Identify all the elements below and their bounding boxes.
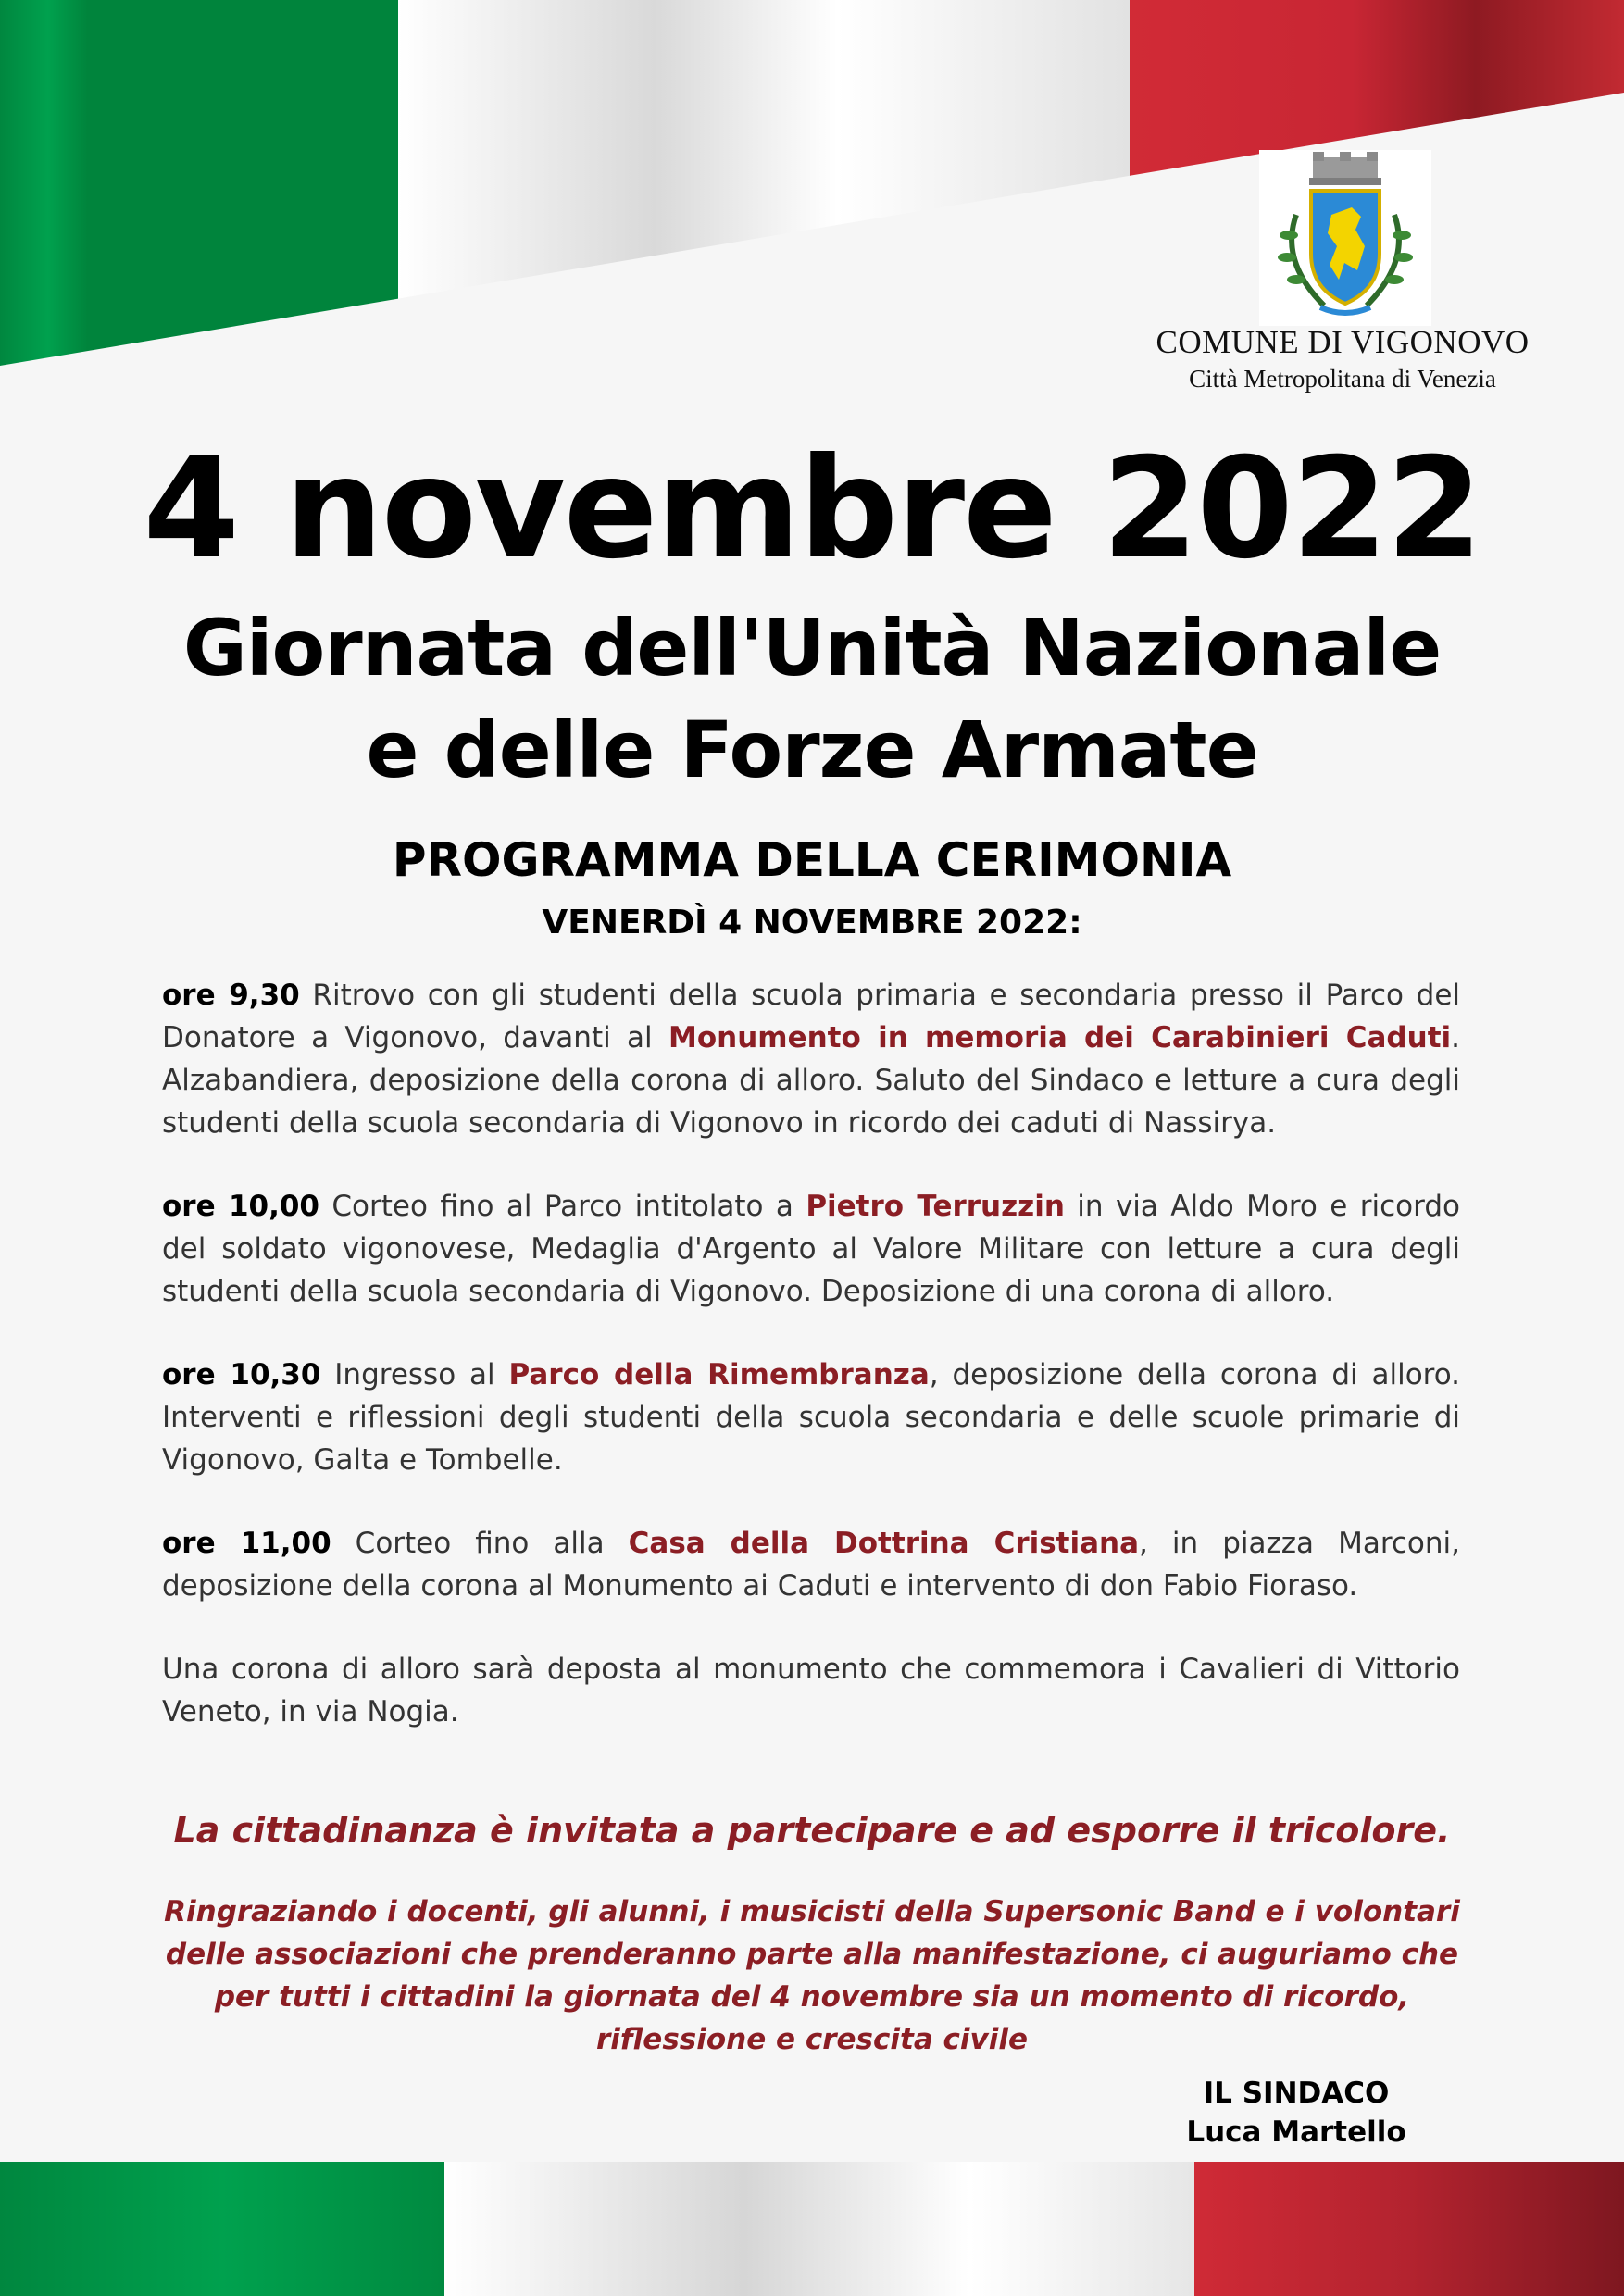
program-item-text: , deposizione della corona di alloro. Interventi e riflessioni degli studenti della scuola secondaria e delle scuole primarie di Vigonovo, Galta e Tombelle. [162, 1358, 1461, 1477]
program-item [162, 974, 1460, 1144]
coat-of-arms-icon [1259, 150, 1431, 326]
program-item [162, 1522, 1460, 1607]
program-item-highlight: Monumento in memoria dei Carabinieri Caduti [668, 1021, 1452, 1054]
program-item-text: Ingresso al [320, 1358, 509, 1391]
event-title-line-2: e delle Forze Armate [366, 705, 1258, 795]
program-item-time: ore 9,30 [162, 979, 300, 1012]
event-title-line-1: Giornata dell'Unità Nazionale [182, 603, 1442, 693]
italian-flag-banner-bottom [0, 2162, 1624, 2296]
thanks-text: Ringraziando i docenti, gli alunni, i musicisti della Supersonic Band e i volontari delle associazioni che prenderanno parte alla manifestazione, ci auguriamo che per tutti i cittadini la giornata del 4 novembre sia un momento di ricordo, riflessione e crescita civile [164, 1895, 1460, 2056]
comune-subtitle: Città Metropolitana di Venezia [1189, 365, 1496, 393]
program-item-highlight: Casa della Dottrina Cristiana [628, 1527, 1140, 1560]
event-date-title: 4 novembre 2022 [143, 429, 1481, 590]
program-item-text: , in piazza Marconi, deposizione della corona al Monumento ai Caduti e intervento di don Fabio Fioraso. [162, 1527, 1461, 1603]
program-item-text: Corteo fino al Parco intitolato a [319, 1190, 806, 1223]
program-heading: PROGRAMMA DELLA CERIMONIA [392, 833, 1232, 887]
signature-role: IL SINDACO [1203, 2077, 1390, 2110]
program-item-text: in via Aldo Moro e ricordo del soldato vigonovese, Medaglia d'Argento al Valore Militare con letture a cura degli studenti della scuola secondaria di Vigonovo. Deposizione di una corona di alloro. [162, 1190, 1460, 1308]
program-note: Una corona di alloro sarà deposta al monumento che commemora i Cavalieri di Vittorio Veneto, in via Nogia. [162, 1653, 1460, 1728]
program-list [162, 974, 1460, 1774]
invitation-text: La cittadinanza è invitata a partecipare e ad esporre il tricolore. [173, 1810, 1451, 1851]
program-item-text: . Alzabandiera, deposizione della corona di alloro. Saluto del Sindaco e letture a cura degli studenti della scuola secondaria di Vigonovo in ricordo dei caduti di Nassirya. [162, 1021, 1460, 1140]
program-item [162, 1354, 1460, 1481]
program-item-text: Ritrovo con gli studenti della scuola primaria e secondaria presso il Parco del Donatore a Vigonovo, davanti al [162, 979, 1461, 1054]
signature-name: Luca Martello [1186, 2115, 1406, 2149]
program-item-time: ore 10,30 [162, 1358, 321, 1391]
program-date: VENERDÌ 4 NOVEMBRE 2022: [542, 904, 1082, 942]
signature [1139, 2074, 1454, 2152]
program-item-highlight: Pietro Terruzzin [806, 1190, 1065, 1223]
program-item-text: Corteo fino alla [331, 1527, 629, 1560]
program-item-highlight: Parco della Rimembranza [508, 1358, 930, 1391]
program-item [162, 1185, 1460, 1313]
comune-name: COMUNE DI VIGONOVO [1156, 324, 1530, 360]
program-item-time: ore 11,00 [162, 1527, 331, 1560]
event-title [130, 597, 1494, 801]
program-item-time: ore 10,00 [162, 1190, 319, 1223]
